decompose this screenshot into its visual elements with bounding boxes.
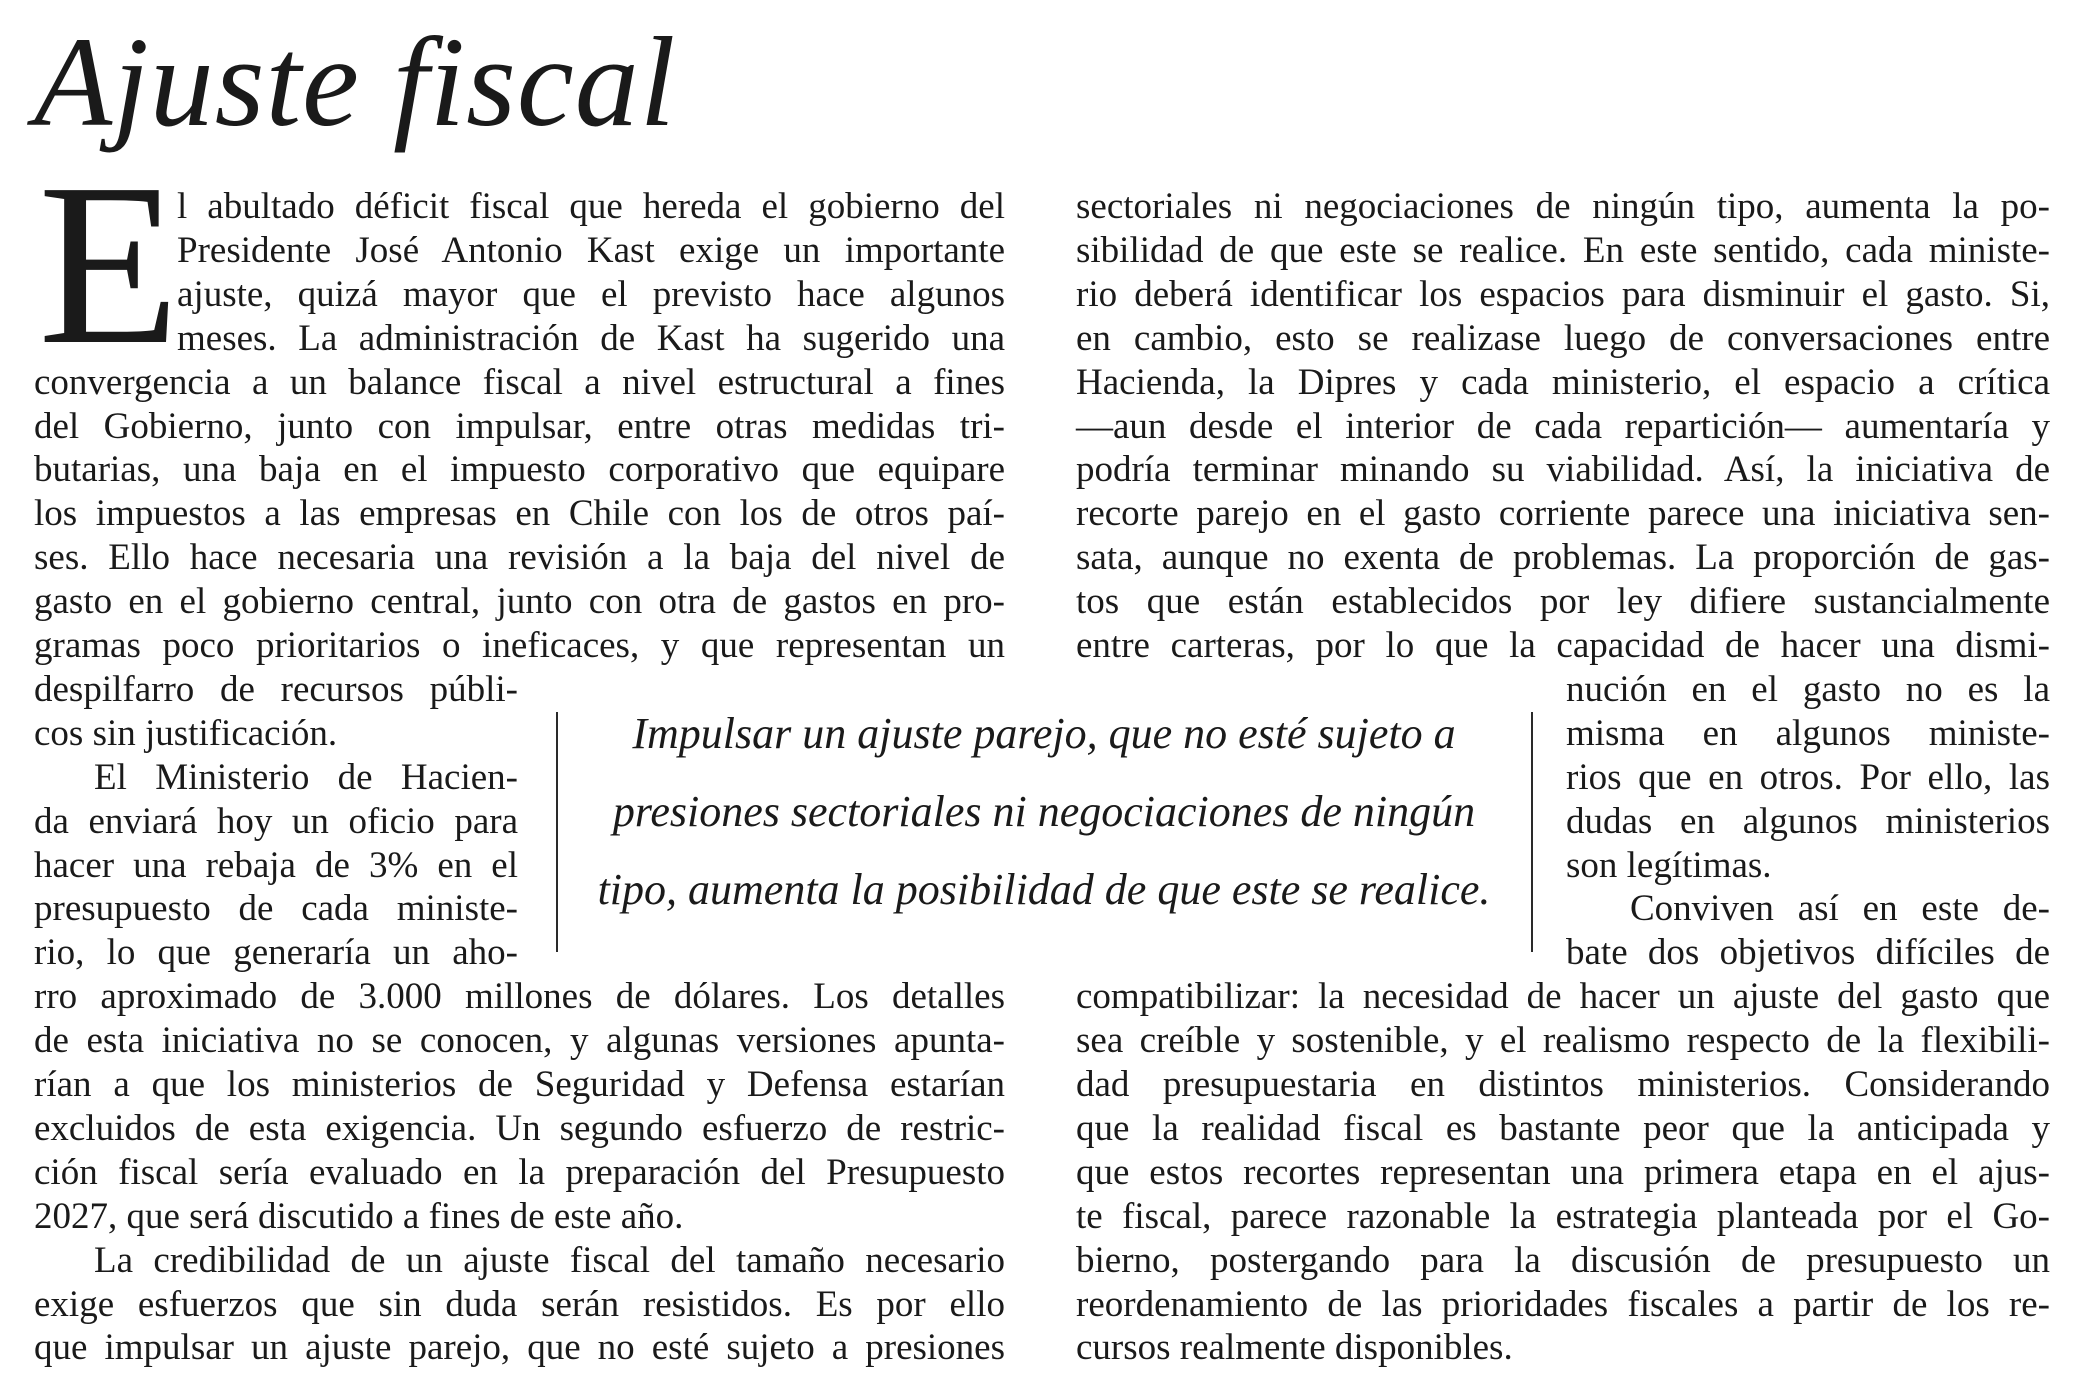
text-line: ses. Ello hace necesaria una revisión a la baja del nivel de bbox=[34, 537, 1005, 578]
text-line: rían a que los ministerios de Seguridad y Defensa estarían bbox=[34, 1064, 1005, 1105]
text-line: rio deberá identificar los espacios para disminuir el gasto. Si, bbox=[1076, 274, 2050, 315]
text-line: hacer una rebaja de 3% en el bbox=[34, 845, 518, 886]
text-line: que estos recortes representan una primera etapa en el ajus- bbox=[1076, 1152, 2050, 1193]
text-line: l abultado déficit fiscal que hereda el gobierno del bbox=[177, 186, 1005, 227]
text-line: entre carteras, por lo que la capacidad de hacer una dismi- bbox=[1076, 625, 2050, 666]
text-line: meses. La administración de Kast ha sugerido una bbox=[177, 318, 1005, 359]
text-line: sata, aunque no exenta de problemas. La proporción de gas- bbox=[1076, 537, 2050, 578]
text-line: bate dos objetivos difíciles de bbox=[1566, 932, 2050, 973]
text-line: son legítimas. bbox=[1566, 845, 1772, 886]
pull-quote-left-rule bbox=[556, 712, 558, 952]
text-line: reordenamiento de las prioridades fiscales a partir de los re- bbox=[1076, 1284, 2050, 1325]
text-line: gramas poco prioritarios o ineficaces, y que representan un bbox=[34, 625, 1005, 666]
text-line: exige esfuerzos que sin duda serán resistidos. Es por ello bbox=[34, 1284, 1005, 1325]
text-line: tos que están establecidos por ley difiere sustancialmente bbox=[1076, 581, 2050, 622]
text-line: despilfarro de recursos públi- bbox=[34, 669, 518, 710]
text-line: El Ministerio de Hacien- bbox=[94, 757, 518, 798]
text-line: butarias, una baja en el impuesto corporativo que equipare bbox=[34, 449, 1005, 490]
text-line: sibilidad de que este se realice. En este sentido, cada ministe- bbox=[1076, 230, 2050, 271]
text-line: excluidos de esta exigencia. Un segundo esfuerzo de restric- bbox=[34, 1108, 1005, 1149]
text-line: sea creíble y sostenible, y el realismo respecto de la flexibili- bbox=[1076, 1020, 2050, 1061]
text-line: ción fiscal sería evaluado en la preparación del Presupuesto bbox=[34, 1152, 1005, 1193]
text-line: —aun desde el interior de cada repartición— aumentaría y bbox=[1076, 406, 2050, 447]
text-line: 2027, que será discutido a fines de este año. bbox=[34, 1196, 684, 1237]
text-line: de esta iniciativa no se conocen, y algunas versiones apunta- bbox=[34, 1020, 1005, 1061]
pull-quote-line: presiones sectoriales ni negociaciones de ningún bbox=[612, 787, 1476, 836]
text-line: rio, lo que generaría un aho- bbox=[34, 932, 518, 973]
text-line: del Gobierno, junto con impulsar, entre otras medidas tri- bbox=[34, 406, 1005, 447]
text-line: sectoriales ni negociaciones de ningún tipo, aumenta la po- bbox=[1076, 186, 2050, 227]
text-line: que la realidad fiscal es bastante peor que la anticipada y bbox=[1076, 1108, 2050, 1149]
text-line: nución en el gasto no es la bbox=[1566, 669, 2050, 710]
text-line: rro aproximado de 3.000 millones de dólares. Los detalles bbox=[34, 976, 1005, 1017]
text-line: Presidente José Antonio Kast exige un importante bbox=[177, 230, 1005, 271]
text-line: Hacienda, la Dipres y cada ministerio, el espacio a crítica bbox=[1076, 362, 2050, 403]
text-line: Conviven así en este de- bbox=[1630, 888, 2050, 929]
pull-quote-line: Impulsar un ajuste parejo, que no esté sujeto a bbox=[632, 709, 1456, 758]
headline: Ajuste fiscal bbox=[34, 11, 677, 153]
text-line: podría terminar minando su viabilidad. Así, la iniciativa de bbox=[1076, 449, 2050, 490]
text-line: da enviará hoy un oficio para bbox=[34, 801, 518, 842]
text-line: ajuste, quizá mayor que el previsto hace algunos bbox=[177, 274, 1005, 315]
text-line: bierno, postergando para la discusión de presupuesto un bbox=[1076, 1240, 2050, 1281]
text-line: que impulsar un ajuste parejo, que no esté sujeto a presiones bbox=[34, 1327, 1005, 1368]
text-line: dudas en algunos ministerios bbox=[1566, 801, 2050, 842]
drop-cap: E bbox=[38, 136, 180, 393]
text-line: compatibilizar: la necesidad de hacer un ajuste del gasto que bbox=[1076, 976, 2050, 1017]
text-line: dad presupuestaria en distintos ministerios. Considerando bbox=[1076, 1064, 2050, 1105]
text-line: cursos realmente disponibles. bbox=[1076, 1327, 1513, 1368]
text-line: rios que en otros. Por ello, las bbox=[1566, 757, 2050, 798]
text-line: los impuestos a las empresas en Chile con los de otros paí- bbox=[34, 493, 1005, 534]
text-line: en cambio, esto se realizase luego de conversaciones entre bbox=[1076, 318, 2050, 359]
pull-quote-right-rule bbox=[1531, 712, 1533, 952]
text-line: te fiscal, parece razonable la estrategia planteada por el Go- bbox=[1076, 1196, 2050, 1237]
text-line: convergencia a un balance fiscal a nivel estructural a fines bbox=[34, 362, 1005, 403]
text-line: gasto en el gobierno central, junto con otra de gastos en pro- bbox=[34, 581, 1005, 622]
text-line: misma en algunos ministe- bbox=[1566, 713, 2050, 754]
text-line: presupuesto de cada ministe- bbox=[34, 888, 518, 929]
text-line: recorte parejo en el gasto corriente parece una iniciativa sen- bbox=[1076, 493, 2050, 534]
pull-quote-line: tipo, aumenta la posibilidad de que este se realice. bbox=[597, 865, 1491, 914]
text-line: cos sin justificación. bbox=[34, 713, 338, 754]
text-line: La credibilidad de un ajuste fiscal del tamaño necesario bbox=[94, 1240, 1005, 1281]
